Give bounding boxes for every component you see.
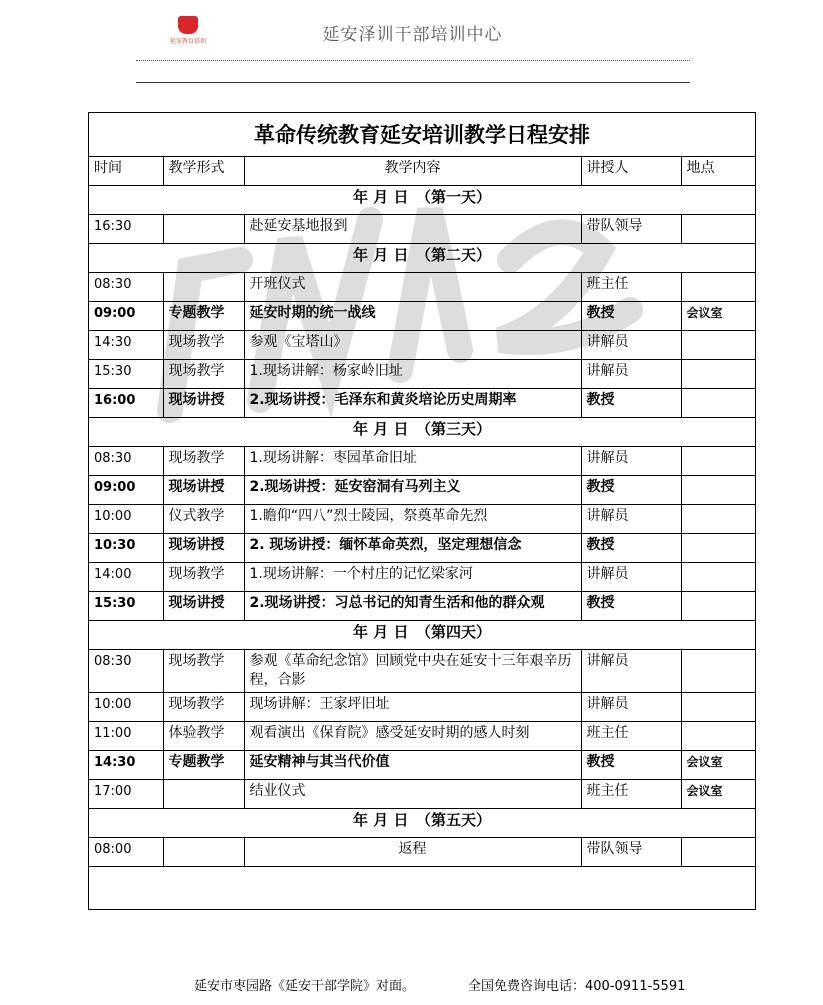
time-cell: 17:00 xyxy=(89,780,163,809)
teacher-cell: 带队领导 xyxy=(581,838,681,867)
teacher-cell: 讲解员 xyxy=(581,693,681,722)
place-cell xyxy=(681,447,755,476)
time-cell: 09:00 xyxy=(89,476,163,505)
time-cell: 14:30 xyxy=(89,331,163,360)
day-heading: 年 月 日 （第三天） xyxy=(89,418,755,447)
place-cell xyxy=(681,331,755,360)
header-content: 教学内容 xyxy=(244,157,581,186)
time-cell: 15:30 xyxy=(89,592,163,621)
table-row xyxy=(89,273,755,302)
table-row xyxy=(89,534,755,563)
table-row xyxy=(89,563,755,592)
content-cell: 现场讲解：王家坪旧址 xyxy=(244,693,581,722)
time-cell: 08:00 xyxy=(89,838,163,867)
content-cell: 结业仪式 xyxy=(244,780,581,809)
form-cell: 现场讲授 xyxy=(163,592,244,621)
teacher-cell: 班主任 xyxy=(581,273,681,302)
time-cell: 10:30 xyxy=(89,534,163,563)
teacher-cell: 教授 xyxy=(581,534,681,563)
content-cell: 1.现场讲解：枣园革命旧址 xyxy=(244,447,581,476)
table-row xyxy=(89,331,755,360)
time-cell: 09:00 xyxy=(89,302,163,331)
schedule-title: 革命传统教育延安培训教学日程安排 xyxy=(89,113,755,157)
content-cell: 2.现场讲授：毛泽东和黄炎培论历史周期率 xyxy=(244,389,581,418)
place-cell xyxy=(681,476,755,505)
form-cell: 现场教学 xyxy=(163,563,244,592)
form-cell: 现场教学 xyxy=(163,360,244,389)
day-heading-row xyxy=(89,621,755,650)
time-cell: 08:30 xyxy=(89,447,163,476)
time-cell: 16:00 xyxy=(89,389,163,418)
form-cell: 现场讲授 xyxy=(163,476,244,505)
time-cell: 15:30 xyxy=(89,360,163,389)
content-cell: 2.现场讲授：习总书记的知青生活和他的群众观 xyxy=(244,592,581,621)
teacher-cell: 带队领导 xyxy=(581,215,681,244)
time-cell: 10:00 xyxy=(89,693,163,722)
teacher-cell: 讲解员 xyxy=(581,650,681,693)
time-cell: 08:30 xyxy=(89,650,163,693)
time-cell: 10:00 xyxy=(89,505,163,534)
logo-tagline: 延安教育培训 xyxy=(170,38,206,45)
footer-phone: 全国免费咨询电话：400-0911-5591 xyxy=(468,979,686,994)
table-row xyxy=(89,780,755,809)
teacher-cell: 教授 xyxy=(581,302,681,331)
header-place: 地点 xyxy=(681,157,755,186)
place-cell xyxy=(681,592,755,621)
day-heading-row xyxy=(89,418,755,447)
day-heading-row xyxy=(89,186,755,215)
teacher-cell: 教授 xyxy=(581,389,681,418)
teacher-cell: 讲解员 xyxy=(581,505,681,534)
time-cell: 11:00 xyxy=(89,722,163,751)
place-cell xyxy=(681,722,755,751)
content-cell: 参观《革命纪念馆》回顾党中央在延安十三年艰辛历程，合影 xyxy=(244,650,581,693)
table-header-row xyxy=(89,157,755,186)
table-row xyxy=(89,215,755,244)
place-cell xyxy=(681,650,755,693)
schedule-table xyxy=(89,157,755,867)
day-heading: 年 月 日 （第四天） xyxy=(89,621,755,650)
time-cell: 08:30 xyxy=(89,273,163,302)
form-cell: 体验教学 xyxy=(163,722,244,751)
form-cell: 现场教学 xyxy=(163,650,244,693)
form-cell xyxy=(163,780,244,809)
content-cell: 观看演出《保育院》感受延安时期的感人时刻 xyxy=(244,722,581,751)
form-cell xyxy=(163,215,244,244)
teacher-cell: 教授 xyxy=(581,476,681,505)
content-cell: 参观《宝塔山》 xyxy=(244,331,581,360)
header-divider-solid xyxy=(136,82,690,83)
place-cell xyxy=(681,534,755,563)
time-cell: 14:30 xyxy=(89,751,163,780)
header-title-text: 延安泽训干部培训中心 xyxy=(322,25,503,45)
table-row xyxy=(89,693,755,722)
form-cell: 现场讲授 xyxy=(163,534,244,563)
teacher-cell: 班主任 xyxy=(581,780,681,809)
content-cell: 2. 现场讲授：缅怀革命英烈，坚定理想信念 xyxy=(244,534,581,563)
header-time: 时间 xyxy=(89,157,163,186)
place-cell xyxy=(681,273,755,302)
content-cell: 1.现场讲解：一个村庄的记忆梁家河 xyxy=(244,563,581,592)
place-cell xyxy=(681,563,755,592)
place-cell xyxy=(681,505,755,534)
header-form: 教学形式 xyxy=(163,157,244,186)
table-row xyxy=(89,302,755,331)
place-cell: 会议室 xyxy=(681,302,755,331)
header-divider-dotted xyxy=(136,60,690,61)
content-cell: 1.瞻仰“四八”烈士陵园，祭奠革命先烈 xyxy=(244,505,581,534)
table-row xyxy=(89,476,755,505)
form-cell: 专题教学 xyxy=(163,751,244,780)
place-cell xyxy=(681,215,755,244)
place-cell: 会议室 xyxy=(681,751,755,780)
form-cell: 现场教学 xyxy=(163,693,244,722)
content-cell: 延安精神与其当代价值 xyxy=(244,751,581,780)
table-row xyxy=(89,838,755,867)
footer-address: 延安市枣园路《延安干部学院》对面。 xyxy=(194,979,416,994)
place-cell xyxy=(681,693,755,722)
place-cell xyxy=(681,389,755,418)
table-row xyxy=(89,592,755,621)
teacher-cell: 讲解员 xyxy=(581,563,681,592)
content-cell: 赴延安基地报到 xyxy=(244,215,581,244)
teacher-cell: 讲解员 xyxy=(581,331,681,360)
content-cell: 返程 xyxy=(244,838,581,867)
header-teacher: 讲授人 xyxy=(581,157,681,186)
day-heading-row xyxy=(89,809,755,838)
form-cell: 现场教学 xyxy=(163,331,244,360)
form-cell: 专题教学 xyxy=(163,302,244,331)
place-cell xyxy=(681,838,755,867)
day-heading: 年 月 日 （第一天） xyxy=(89,186,755,215)
teacher-cell: 班主任 xyxy=(581,722,681,751)
teacher-cell: 讲解员 xyxy=(581,360,681,389)
form-cell xyxy=(163,838,244,867)
time-cell: 16:30 xyxy=(89,215,163,244)
form-cell: 仪式教学 xyxy=(163,505,244,534)
table-row xyxy=(89,360,755,389)
form-cell xyxy=(163,273,244,302)
form-cell: 现场讲授 xyxy=(163,389,244,418)
table-row xyxy=(89,447,755,476)
table-row xyxy=(89,751,755,780)
header-title xyxy=(0,20,823,45)
content-cell: 1.现场讲解：杨家岭旧址 xyxy=(244,360,581,389)
form-cell: 现场教学 xyxy=(163,447,244,476)
content-cell: 延安时期的统一战线 xyxy=(244,302,581,331)
place-cell xyxy=(681,360,755,389)
content-cell: 开班仪式 xyxy=(244,273,581,302)
day-heading-row xyxy=(89,244,755,273)
table-row xyxy=(89,722,755,751)
day-heading: 年 月 日 （第五天） xyxy=(89,809,755,838)
place-cell: 会议室 xyxy=(681,780,755,809)
content-cell: 2.现场讲授：延安窑洞有马列主义 xyxy=(244,476,581,505)
table-row xyxy=(89,389,755,418)
table-row xyxy=(89,650,755,693)
teacher-cell: 讲解员 xyxy=(581,447,681,476)
table-row xyxy=(89,505,755,534)
time-cell: 14:00 xyxy=(89,563,163,592)
day-heading: 年 月 日 （第二天） xyxy=(89,244,755,273)
teacher-cell: 教授 xyxy=(581,592,681,621)
schedule-sheet xyxy=(88,112,756,910)
teacher-cell: 教授 xyxy=(581,751,681,780)
